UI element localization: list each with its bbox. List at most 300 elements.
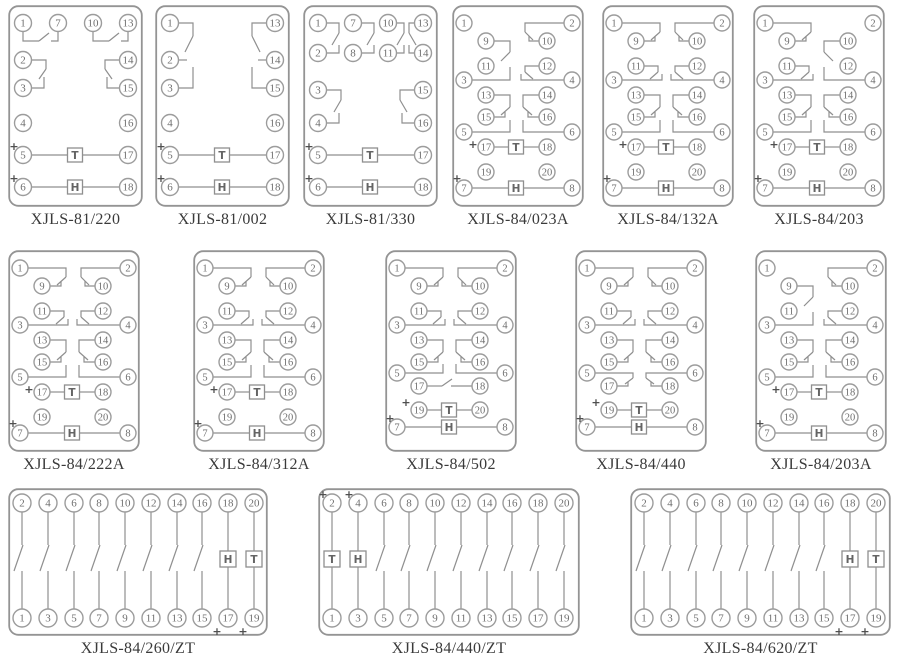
terminal-number: 17 <box>122 149 134 162</box>
terminal <box>662 378 678 394</box>
terminal-number: 18 <box>541 142 553 154</box>
terminal <box>815 609 833 627</box>
polarity-plus-icon: + <box>618 137 628 151</box>
terminal <box>15 80 32 97</box>
terminal <box>478 494 496 512</box>
terminal-number: 1 <box>329 612 335 625</box>
terminal-number: 10 <box>382 17 394 30</box>
terminal <box>781 278 797 294</box>
terminal-number: 1 <box>17 263 23 275</box>
terminal <box>478 33 494 49</box>
terminal-number: 18 <box>664 381 676 393</box>
terminal-number: 1 <box>764 263 770 275</box>
panel-label: XJLS-81/330 <box>325 211 416 228</box>
panel-diagram <box>8 250 140 452</box>
terminal-number: 10 <box>691 36 703 48</box>
polarity-plus-icon: + <box>24 382 34 396</box>
terminal <box>34 409 50 425</box>
terminal <box>375 494 393 512</box>
terminal <box>503 609 521 627</box>
terminal <box>472 332 488 348</box>
terminal <box>840 164 856 180</box>
terminal-number: 9 <box>633 36 639 48</box>
terminal-number: 17 <box>630 142 642 154</box>
relay-panel <box>385 250 517 452</box>
terminal-number: 11 <box>145 612 157 625</box>
terminal-number: 2 <box>692 263 698 275</box>
terminal-number: 15 <box>196 612 208 625</box>
terminal <box>456 72 472 88</box>
terminal <box>478 87 494 103</box>
terminal <box>452 494 470 512</box>
terminal-number: 13 <box>783 335 795 347</box>
terminal-number: 3 <box>584 320 590 332</box>
polarity-plus-icon: + <box>156 139 166 153</box>
relay-panel <box>452 5 584 207</box>
polarity-plus-icon: + <box>318 488 328 501</box>
terminal-number: 6 <box>719 127 725 139</box>
terminal-number: 1 <box>167 17 173 30</box>
box-letter: T <box>328 553 336 566</box>
terminal <box>400 609 418 627</box>
terminal <box>219 409 235 425</box>
terminal-number: 18 <box>842 142 854 154</box>
terminal-number: 7 <box>55 17 61 30</box>
terminal <box>85 15 102 32</box>
terminal-number: 7 <box>96 612 102 625</box>
panel-diagram <box>155 5 290 207</box>
terminal <box>601 402 617 418</box>
terminal <box>90 494 108 512</box>
terminal <box>662 332 678 348</box>
panel-border <box>603 6 733 206</box>
terminal-number: 18 <box>269 181 281 194</box>
box-letter: T <box>71 149 79 162</box>
panel-diagram <box>193 250 325 452</box>
terminal <box>95 332 111 348</box>
terminal-number: 2 <box>870 18 876 30</box>
terminal <box>415 82 432 99</box>
terminal-number: 15 <box>417 84 429 97</box>
panel-diagram <box>755 250 887 452</box>
panel-diagram <box>303 5 438 207</box>
panel-diagram <box>602 5 734 207</box>
terminal-number: 12 <box>844 306 856 318</box>
terminal-number: 8 <box>692 422 698 434</box>
relay-panel <box>193 250 325 452</box>
terminal <box>116 609 134 627</box>
terminal-number: 6 <box>693 497 699 510</box>
terminal <box>815 494 833 512</box>
terminal <box>197 260 213 276</box>
terminal <box>305 425 321 441</box>
terminal-number: 16 <box>417 117 429 130</box>
panel-diagram <box>8 488 268 636</box>
terminal <box>193 609 211 627</box>
terminal <box>415 15 432 32</box>
relay-panel <box>575 250 707 452</box>
terminal-number: 5 <box>315 149 321 162</box>
terminal <box>779 164 795 180</box>
terminal-number: 18 <box>122 181 134 194</box>
terminal-number: 20 <box>558 497 570 510</box>
terminal <box>90 609 108 627</box>
terminal-number: 14 <box>844 335 856 347</box>
terminal-number: 9 <box>483 36 489 48</box>
terminal-number: 7 <box>762 183 768 195</box>
terminal <box>245 609 263 627</box>
terminal-number: 2 <box>569 18 575 30</box>
polarity-plus-icon: + <box>209 382 219 396</box>
terminal <box>539 139 555 155</box>
terminal-number: 1 <box>202 263 208 275</box>
terminal-number: 13 <box>480 90 492 102</box>
terminal-number: 5 <box>381 612 387 625</box>
terminal <box>34 384 50 400</box>
terminal <box>15 52 32 69</box>
terminal-number: 8 <box>406 497 412 510</box>
terminal-number: 20 <box>870 497 882 510</box>
terminal-number: 9 <box>416 281 422 293</box>
terminal <box>15 15 32 32</box>
terminal <box>375 609 393 627</box>
terminal <box>120 52 137 69</box>
relay-panel <box>755 250 887 452</box>
terminal-number: 1 <box>611 18 617 30</box>
terminal <box>628 58 644 74</box>
terminal <box>689 58 705 74</box>
timer-box <box>65 385 80 399</box>
terminal-number: 3 <box>20 82 26 95</box>
terminal <box>472 354 488 370</box>
terminal-number: 9 <box>224 281 230 293</box>
terminal-number: 10 <box>844 281 856 293</box>
terminal <box>738 609 756 627</box>
timer-box <box>250 385 265 399</box>
terminal <box>39 609 57 627</box>
terminal <box>781 384 797 400</box>
terminal-number: 16 <box>691 112 703 124</box>
terminal <box>564 180 580 196</box>
terminal-number: 1 <box>762 18 768 30</box>
terminal-number: 13 <box>221 335 233 347</box>
terminal <box>539 33 555 49</box>
terminal <box>606 72 622 88</box>
signal-box <box>842 551 858 567</box>
panel-border <box>9 6 142 206</box>
terminal-number: 6 <box>569 127 575 139</box>
terminal <box>305 369 321 385</box>
signal-box <box>65 426 80 440</box>
terminal <box>781 354 797 370</box>
terminal-number: 16 <box>541 112 553 124</box>
terminal <box>162 52 179 69</box>
terminal-number: 15 <box>36 357 48 369</box>
terminal-number: 2 <box>872 263 878 275</box>
terminal-number: 4 <box>502 320 508 332</box>
terminal-number: 17 <box>417 149 429 162</box>
terminal-number: 13 <box>630 90 642 102</box>
panel-border <box>9 251 139 451</box>
terminal-number: 1 <box>641 612 647 625</box>
terminal <box>867 609 885 627</box>
timer-box <box>324 551 340 567</box>
panel-diagram <box>452 5 584 207</box>
terminal <box>714 180 730 196</box>
terminal <box>245 494 263 512</box>
terminal-number: 20 <box>664 405 676 417</box>
terminal-number: 19 <box>783 412 795 424</box>
signal-box <box>812 426 827 440</box>
terminal-number: 1 <box>461 18 467 30</box>
panel-label: XJLS-84/203A <box>770 456 872 473</box>
terminal <box>95 303 111 319</box>
terminal-number: 4 <box>125 320 131 332</box>
terminal <box>472 278 488 294</box>
terminal <box>687 317 703 333</box>
box-letter: H <box>511 182 521 195</box>
polarity-plus-icon: + <box>860 624 870 636</box>
terminal <box>280 278 296 294</box>
terminal <box>840 139 856 155</box>
panel-label: XJLS-84/502 <box>406 456 496 473</box>
terminal <box>310 15 327 32</box>
terminal <box>529 494 547 512</box>
terminal <box>267 15 284 32</box>
terminal <box>759 260 775 276</box>
terminal <box>426 494 444 512</box>
terminal-number: 20 <box>282 412 294 424</box>
terminal-number: 11 <box>603 306 615 318</box>
terminal <box>411 278 427 294</box>
terminal-number: 10 <box>474 281 486 293</box>
terminal <box>120 179 137 196</box>
terminal <box>628 109 644 125</box>
box-letter: T <box>218 149 226 162</box>
panel-label: XJLS-84/620/ZT <box>703 640 818 657</box>
terminal <box>842 409 858 425</box>
polarity-plus-icon: + <box>304 171 314 185</box>
terminal-number: 4 <box>20 117 26 130</box>
terminal-number: 4 <box>315 117 321 130</box>
terminal-number: 12 <box>767 497 779 510</box>
polarity-plus-icon: + <box>212 624 222 636</box>
terminal <box>415 115 432 132</box>
terminal-number: 19 <box>781 167 793 179</box>
terminal-number: 16 <box>506 497 518 510</box>
terminal <box>687 609 705 627</box>
terminal <box>661 609 679 627</box>
terminal-number: 2 <box>125 263 131 275</box>
terminal-number: 14 <box>481 497 493 510</box>
terminal <box>197 317 213 333</box>
relay-panel <box>8 5 143 207</box>
terminal-number: 8 <box>872 428 878 440</box>
terminal <box>601 378 617 394</box>
terminal <box>714 72 730 88</box>
terminal-number: 17 <box>480 142 492 154</box>
signal-box <box>250 426 265 440</box>
panel-label: XJLS-81/220 <box>30 211 121 228</box>
signal-box <box>810 181 825 195</box>
terminal-number: 10 <box>664 281 676 293</box>
terminal-number: 2 <box>719 18 725 30</box>
terminal <box>168 494 186 512</box>
relay-panel <box>753 5 885 207</box>
terminal <box>389 260 405 276</box>
terminal <box>219 609 237 627</box>
terminal-number: 14 <box>269 54 281 67</box>
terminal-number: 15 <box>603 357 615 369</box>
terminal-number: 10 <box>282 281 294 293</box>
terminal <box>840 33 856 49</box>
timer-box <box>246 551 262 567</box>
terminal <box>323 609 341 627</box>
box-letter: H <box>812 182 822 195</box>
terminal-number: 8 <box>125 428 131 440</box>
relay-panel <box>155 5 290 207</box>
terminal-number: 15 <box>480 112 492 124</box>
terminal <box>168 609 186 627</box>
terminal-number: 9 <box>39 281 45 293</box>
terminal <box>555 609 573 627</box>
terminal <box>219 303 235 319</box>
timer-box <box>442 403 457 417</box>
terminal-number: 19 <box>558 612 570 625</box>
panel-border <box>756 251 886 451</box>
timer-box <box>509 140 524 154</box>
terminal-number: 19 <box>603 405 615 417</box>
terminal <box>120 15 137 32</box>
terminal-number: 4 <box>167 117 173 130</box>
terminal <box>12 317 28 333</box>
terminal <box>661 494 679 512</box>
terminal-number: 18 <box>282 387 294 399</box>
terminal <box>472 378 488 394</box>
terminal <box>13 494 31 512</box>
terminal <box>628 139 644 155</box>
terminal <box>389 365 405 381</box>
terminal-number: 13 <box>781 90 793 102</box>
terminal-number: 2 <box>310 263 316 275</box>
terminal <box>662 354 678 370</box>
terminal <box>305 260 321 276</box>
box-letter: H <box>444 421 454 434</box>
terminal-number: 19 <box>870 612 882 625</box>
box-letter: H <box>67 427 77 440</box>
terminal-number: 1 <box>20 17 26 30</box>
terminal <box>662 278 678 294</box>
terminal-number: 5 <box>461 127 467 139</box>
terminal-number: 20 <box>842 167 854 179</box>
terminal <box>267 147 284 164</box>
polarity-plus-icon: + <box>591 395 601 409</box>
terminal-number: 8 <box>310 428 316 440</box>
terminal <box>628 33 644 49</box>
terminal-number: 8 <box>96 497 102 510</box>
terminal-number: 7 <box>718 612 724 625</box>
box-letter: H <box>353 553 363 566</box>
panel-label: XJLS-84/440 <box>596 456 686 473</box>
panel-label: XJLS-81/002 <box>177 211 268 228</box>
polarity-plus-icon: + <box>771 382 781 396</box>
terminal <box>662 303 678 319</box>
terminal-number: 3 <box>461 75 467 87</box>
terminal-number: 3 <box>17 320 23 332</box>
terminal <box>219 494 237 512</box>
terminal <box>539 109 555 125</box>
panel-diagram <box>318 488 580 636</box>
terminal-number: 13 <box>417 17 429 30</box>
signal-box <box>220 551 236 567</box>
terminal-number: 5 <box>762 127 768 139</box>
terminal <box>757 72 773 88</box>
panel-diagram <box>385 250 517 452</box>
terminal-number: 7 <box>764 428 770 440</box>
relay-panel <box>602 5 734 207</box>
terminal-number: 15 <box>783 357 795 369</box>
terminal <box>564 15 580 31</box>
terminal <box>764 609 782 627</box>
terminal-number: 15 <box>269 82 281 95</box>
box-letter: T <box>445 404 453 417</box>
terminal-number: 3 <box>667 612 673 625</box>
terminal <box>478 58 494 74</box>
terminal <box>601 303 617 319</box>
timer-box <box>632 403 647 417</box>
terminal-number: 4 <box>45 497 51 510</box>
terminal-number: 3 <box>355 612 361 625</box>
terminal-number: 14 <box>691 90 703 102</box>
terminal <box>564 72 580 88</box>
terminal <box>662 402 678 418</box>
terminal-number: 13 <box>481 612 493 625</box>
terminal <box>712 609 730 627</box>
terminal-number: 20 <box>97 412 109 424</box>
terminal-number: 17 <box>413 381 425 393</box>
terminal-number: 7 <box>394 422 400 434</box>
terminal <box>865 15 881 31</box>
terminal <box>65 609 83 627</box>
terminal-number: 19 <box>480 167 492 179</box>
terminal <box>779 109 795 125</box>
polarity-plus-icon: + <box>385 411 395 425</box>
terminal <box>840 109 856 125</box>
box-letter: T <box>662 141 670 154</box>
polarity-plus-icon: + <box>344 488 354 501</box>
terminal-number: 4 <box>719 75 725 87</box>
terminal-number: 7 <box>350 17 356 30</box>
terminal-number: 16 <box>269 117 281 130</box>
terminal-number: 19 <box>248 612 260 625</box>
terminal-number: 12 <box>145 497 157 510</box>
timer-box <box>810 140 825 154</box>
terminal-number: 12 <box>664 306 676 318</box>
terminal-number: 15 <box>818 612 830 625</box>
polarity-plus-icon: + <box>9 171 19 185</box>
terminal <box>601 332 617 348</box>
terminal <box>841 609 859 627</box>
terminal-number: 5 <box>584 368 590 380</box>
terminal <box>120 317 136 333</box>
terminal-number: 13 <box>36 335 48 347</box>
panel-border <box>194 251 324 451</box>
terminal-number: 10 <box>97 281 109 293</box>
terminal <box>280 332 296 348</box>
terminal <box>781 332 797 348</box>
terminal <box>120 115 137 132</box>
terminal-number: 14 <box>664 335 676 347</box>
